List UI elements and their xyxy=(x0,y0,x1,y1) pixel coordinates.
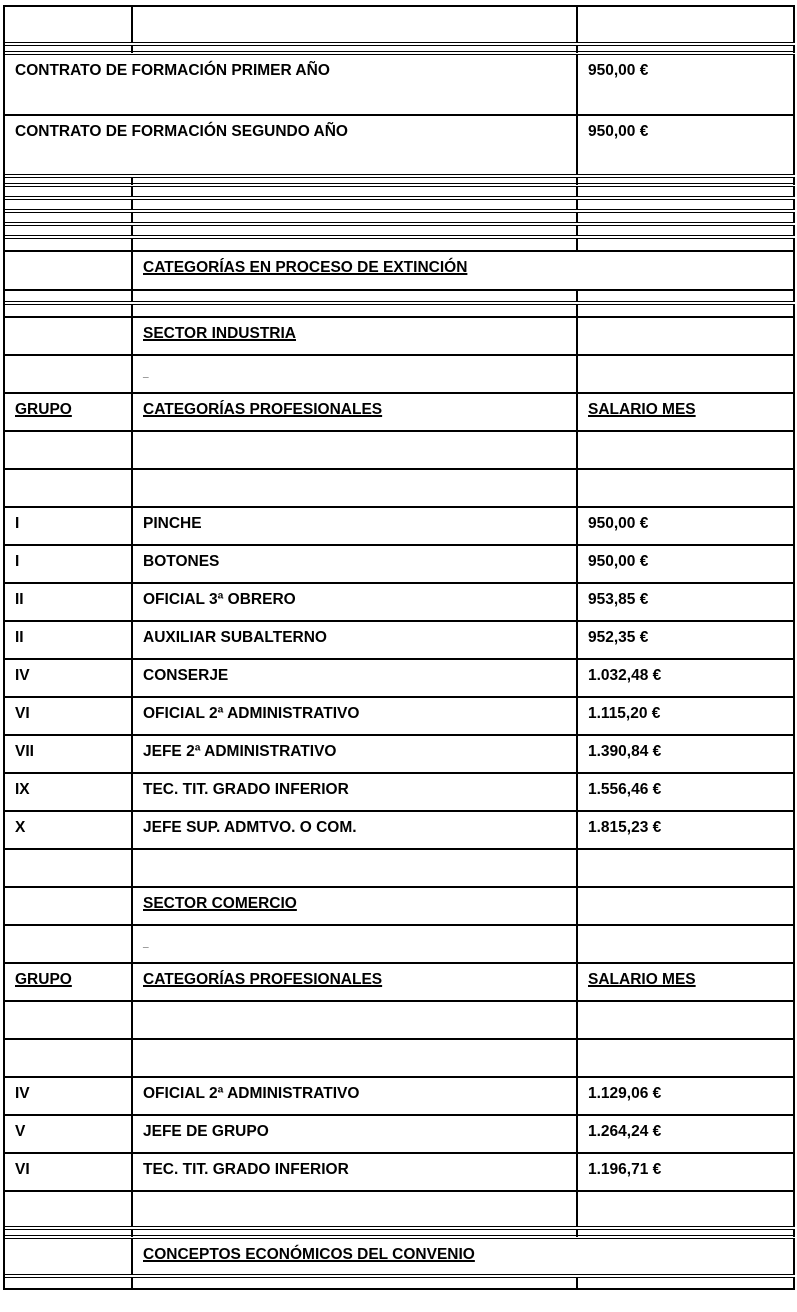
empty-row xyxy=(5,470,795,508)
empty-row xyxy=(5,850,795,888)
spacer-row xyxy=(5,1230,795,1239)
cell-categoria: TEC. TIT. GRADO INFERIOR xyxy=(133,774,578,810)
cell-categoria: AUXILIAR SUBALTERNO xyxy=(133,622,578,658)
concepts-title: CONCEPTOS ECONÓMICOS DEL CONVENIO xyxy=(143,1246,475,1263)
spacer-row xyxy=(5,305,795,318)
cell-salario: 1.196,71 € xyxy=(578,1154,795,1190)
cell-salario: 950,00 € xyxy=(578,546,795,582)
placeholder-row: _ xyxy=(5,926,795,964)
spacer-row xyxy=(5,178,795,187)
cell-grupo: I xyxy=(5,546,133,582)
cell-salario: 1.390,84 € xyxy=(578,736,795,772)
table-row xyxy=(5,1116,795,1154)
empty-row xyxy=(5,1040,795,1078)
sector-industria-title-row: SECTOR INDUSTRIA xyxy=(5,318,795,356)
salary-table xyxy=(3,5,795,1290)
placeholder-row: _ xyxy=(5,356,795,394)
cell-grupo: V xyxy=(5,1116,133,1152)
cell-salario: 1.556,46 € xyxy=(578,774,795,810)
table-row xyxy=(5,812,795,850)
cell-grupo: X xyxy=(5,812,133,848)
table-row xyxy=(5,508,795,546)
cell-categoria: PINCHE xyxy=(133,508,578,544)
sector-comercio-title-row: SECTOR COMERCIO xyxy=(5,888,795,926)
cell-salario: 1.264,24 € xyxy=(578,1116,795,1152)
cell-categoria: JEFE 2ª ADMINISTRATIVO xyxy=(133,736,578,772)
cell-categoria: TEC. TIT. GRADO INFERIOR xyxy=(133,1154,578,1190)
empty-row xyxy=(5,432,795,470)
cell-categoria: BOTONES xyxy=(133,546,578,582)
contract-row: CONTRATO DE FORMACIÓN SEGUNDO AÑO 950,00 € xyxy=(5,116,795,178)
table-header-row: GRUPO CATEGORÍAS PROFESIONALES SALARIO MES xyxy=(5,394,795,432)
contract-row: CONTRATO DE FORMACIÓN PRIMER AÑO 950,00 € xyxy=(5,55,795,116)
table-row xyxy=(5,584,795,622)
table-row xyxy=(5,660,795,698)
cell-grupo: I xyxy=(5,508,133,544)
table-row xyxy=(5,1078,795,1116)
cell-grupo: II xyxy=(5,584,133,620)
spacer-row xyxy=(5,200,795,213)
spacer-row xyxy=(5,1278,795,1290)
spacer-row xyxy=(5,46,795,55)
empty-row xyxy=(5,1192,795,1230)
cell-categoria: OFICIAL 3ª OBRERO xyxy=(133,584,578,620)
cell-grupo: VI xyxy=(5,1154,133,1190)
table-row xyxy=(5,546,795,584)
extinction-title: CATEGORÍAS EN PROCESO DE EXTINCIÓN xyxy=(143,259,468,276)
cell-grupo: II xyxy=(5,622,133,658)
cell-grupo: VII xyxy=(5,736,133,772)
cell-categoria: JEFE SUP. ADMTVO. O COM. xyxy=(133,812,578,848)
cell-salario: 1.815,23 € xyxy=(578,812,795,848)
table-row xyxy=(5,698,795,736)
cell-categoria: OFICIAL 2ª ADMINISTRATIVO xyxy=(133,698,578,734)
cell-grupo: IV xyxy=(5,660,133,696)
section-title-row xyxy=(5,1239,795,1278)
table-header-row: GRUPO CATEGORÍAS PROFESIONALES SALARIO MES xyxy=(5,964,795,1002)
cell-salario: 1.032,48 € xyxy=(578,660,795,696)
empty-row xyxy=(5,1002,795,1040)
spacer-row xyxy=(5,213,795,226)
spacer-row xyxy=(5,239,795,252)
cell-salario: 952,35 € xyxy=(578,622,795,658)
cell-grupo: VI xyxy=(5,698,133,734)
table-row xyxy=(5,774,795,812)
table-row xyxy=(5,1154,795,1192)
cell-salario: 953,85 € xyxy=(578,584,795,620)
cell-salario: 1.129,06 € xyxy=(578,1078,795,1114)
section-title-row xyxy=(5,252,795,291)
spacer-row xyxy=(5,226,795,239)
cell-categoria: CONSERJE xyxy=(133,660,578,696)
table-row xyxy=(5,622,795,660)
spacer-row xyxy=(5,291,795,305)
cell-salario: 1.115,20 € xyxy=(578,698,795,734)
cell-categoria: OFICIAL 2ª ADMINISTRATIVO xyxy=(133,1078,578,1114)
empty-row xyxy=(5,7,795,46)
cell-grupo: IV xyxy=(5,1078,133,1114)
table-row xyxy=(5,736,795,774)
spacer-row xyxy=(5,187,795,200)
cell-salario: 950,00 € xyxy=(578,508,795,544)
cell-grupo: IX xyxy=(5,774,133,810)
cell-categoria: JEFE DE GRUPO xyxy=(133,1116,578,1152)
